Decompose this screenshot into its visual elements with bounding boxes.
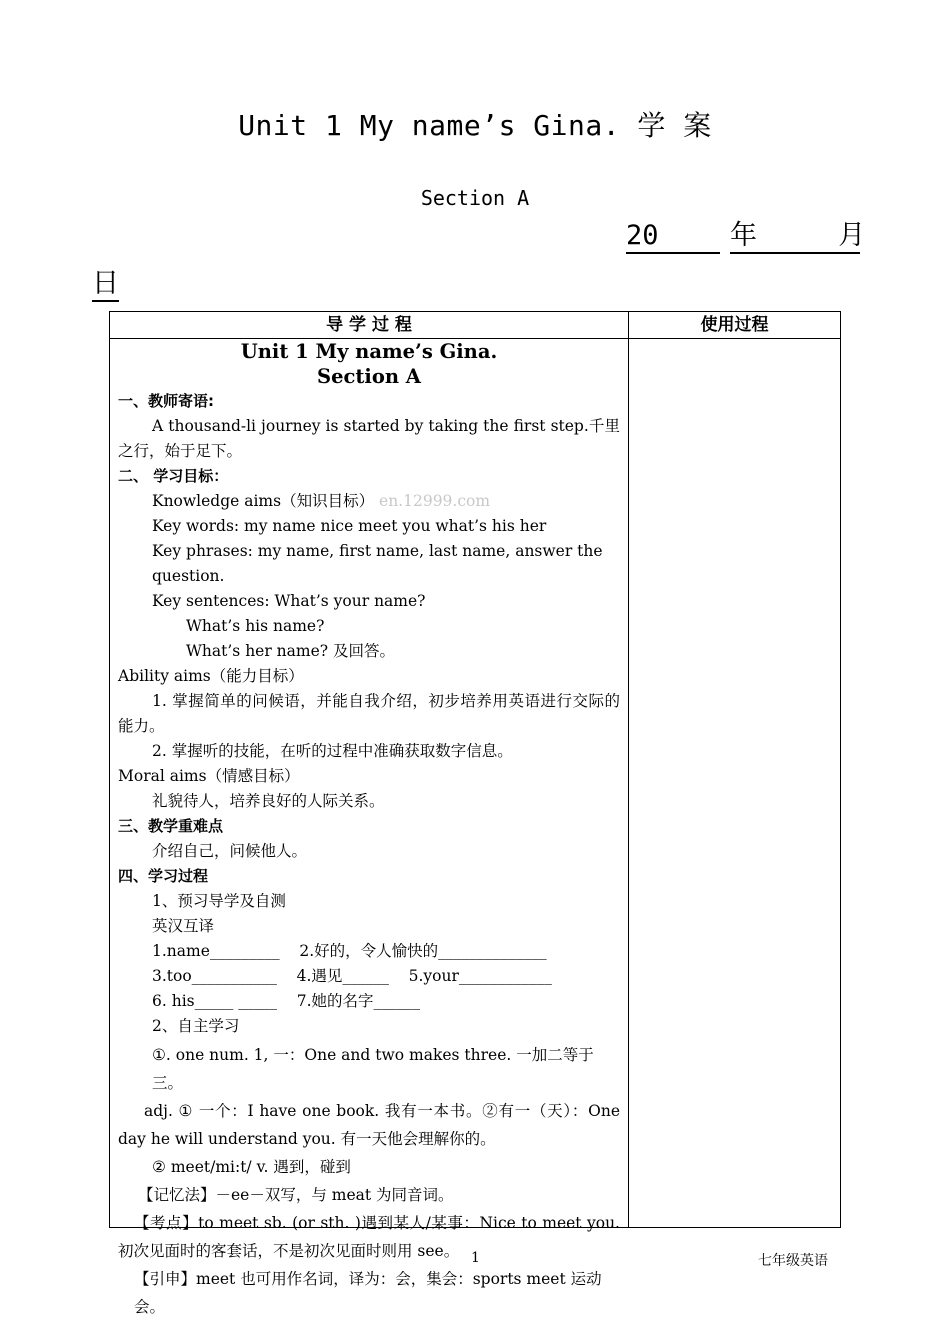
watermark-text: en.12999.com [379,492,491,510]
column-divider [628,312,629,1227]
document-title: Unit 1 My name’s Gina. 学 案 [238,109,712,142]
learning-goals-heading: 二、 学习目标： [118,467,229,485]
date-month: 年 月 [730,220,860,254]
col-header-usage-process: 使用过程 [700,315,769,335]
self-study-title: 2、自主学习 [152,1017,240,1035]
unit-title: Unit 1 My name’s Gina. [240,340,498,363]
teacher-message-text: A thousand-li journey is started by taking the first step.千里之行，始于足下。 [118,417,620,460]
key-words: Key words: my name nice meet you what’s his her [152,517,547,535]
moral-aims-text: 礼貌待人，培养良好的人际关系。 [152,792,385,810]
ability-aim-1: 1. 掌握简单的问候语，并能自我介绍，初步培养用英语进行交际的能力。 [118,692,620,735]
vocab-item-meet: ② meet/mi:t/ v. 遇到，碰到 [152,1158,351,1176]
page-number: 1 [471,1250,480,1266]
key-difficulties-text: 介绍自己，问候他人。 [152,842,308,860]
col-header-guide-process: 导 学 过 程 [326,315,412,335]
course-label: 七年级英语 [758,1253,828,1269]
key-phrases: Key phrases: my name, first name, last name, answer the question. [152,542,603,585]
key-difficulties-heading: 三、教学重难点 [118,817,224,835]
key-sentence-his: What’s his name? [186,617,325,635]
date-day: 日 [92,268,119,302]
vocab-item-one-adj: adj. ① 一个：I have one book. 我有一本书。②有一（天）：One day he will understand you. 有一天他会理解你的。 [118,1102,620,1148]
preview-step-title: 1、预习导学及自测 [152,892,286,910]
key-sentences: Key sentences: What’s your name? [152,592,426,610]
vocab-item-one: ①. one num. 1, 一：One and two makes three. 一加二等于三。 [152,1046,594,1092]
exercise-row-2: 3.too___________ 4.遇见______ 5.your____________ [152,967,552,985]
key-sentence-her: What’s her name? 及回答。 [186,642,396,660]
extension-note: 【引申】meet 也可用作名词，译为：会，集会：sports meet 运动会。 [134,1270,602,1316]
exam-point: 【考点】to meet sb. (or sth. )遇到某人/某事：Nice to meet you. 初次见面时的客套话，不是初次见面时则用 see。 [118,1214,620,1260]
ability-aims-heading: Ability aims（能力目标） [118,667,304,685]
ability-aim-2: 2. 掌握听的技能，在听的过程中准确获取数字信息。 [152,742,513,760]
moral-aims-heading: Moral aims（情感目标） [118,767,300,785]
section-subtitle: Section A [420,186,530,210]
translate-title: 英汉互译 [152,917,215,935]
guide-content [110,339,628,1321]
teacher-message-heading: 一、教师寄语: [118,392,214,410]
knowledge-aims-label: Knowledge aims（知识目标） [152,492,375,510]
date-line [626,220,866,254]
exercise-row-3: 6. his_____ _____ 7.她的名字______ [152,992,421,1010]
date-year: 20 [626,220,720,254]
memory-tip: 【记忆法】－ee－双写，与 meat 为同音词。 [138,1186,454,1204]
knowledge-aims-line [118,489,620,514]
exercise-row-1: 1.name_________ 2.好的，令人愉快的______________ [152,942,547,960]
section-title: Section A [317,365,421,388]
learning-process-heading: 四、学习过程 [118,867,209,885]
